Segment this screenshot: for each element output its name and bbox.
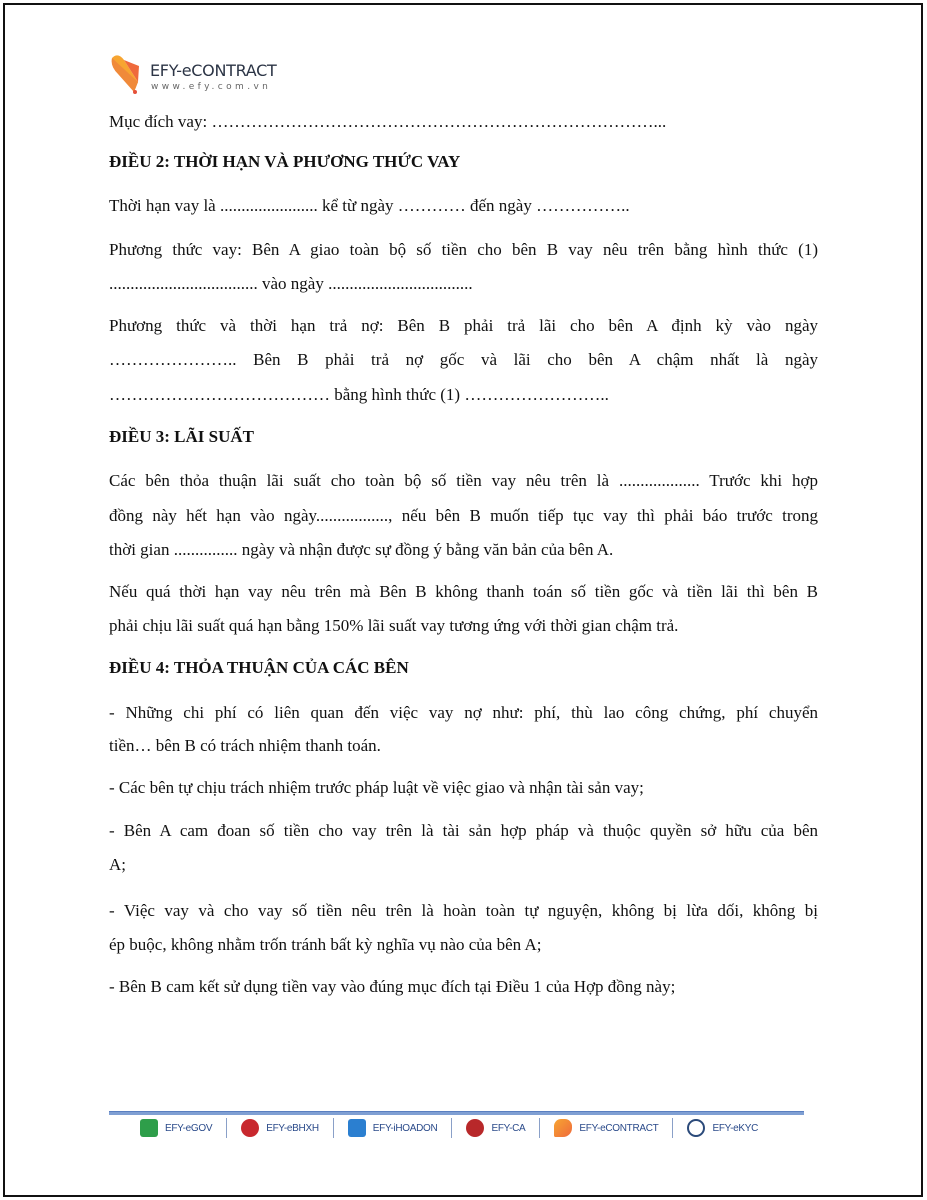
efy-econtract-logo: [108, 52, 308, 98]
pen-icon: [554, 1119, 572, 1137]
footer-divider: [109, 1111, 804, 1115]
agreement-item: tiền… bên B có trách nhiệm thanh toán.: [109, 736, 381, 755]
repayment-line: Phương thức và thời hạn trả nợ: Bên B phải trả lãi cho bên A định kỳ vào ngày: [109, 316, 818, 335]
footer-label: EFY-eGOV: [165, 1122, 213, 1134]
footer-label: EFY-eBHXH: [266, 1122, 319, 1134]
government-building-icon: [140, 1119, 158, 1137]
footer-item-ihoadon: [348, 1119, 438, 1137]
interest-line: Các bên thỏa thuận lãi suất cho toàn bộ số tiền vay nêu trên là ................... Trước khi hợp: [109, 471, 818, 490]
article-2-heading: ĐIỀU 2: THỜI HẠN VÀ PHƯƠNG THỨC VAY: [109, 152, 461, 171]
agreement-item: - Việc vay và cho vay số tiền nêu trên là hoàn toàn tự nguyện, không bị lừa dối, không bị: [109, 901, 818, 920]
loan-term: Thời hạn vay là ....................... kể từ ngày ………… đến ngày ……………..: [109, 196, 630, 215]
logo-pen-icon: [108, 52, 144, 98]
certificate-icon: [466, 1119, 484, 1137]
footer-label: EFY-eCONTRACT: [579, 1122, 659, 1134]
footer-separator: [333, 1118, 334, 1138]
overdue-line: Nếu quá thời hạn vay nêu trên mà Bên B không thanh toán số tiền gốc và tiền lãi thì bên B: [109, 582, 818, 601]
repayment-line: ………………………………… bằng hình thức (1) ……………………..: [109, 385, 609, 404]
footer-item-ekyc: [687, 1119, 758, 1137]
article-3-heading: ĐIỀU 3: LÃI SUẤT: [109, 427, 254, 446]
footer-brands: [140, 1118, 758, 1138]
agreement-item: ép buộc, không nhằm trốn tránh bất kỳ nghĩa vụ nào của bên A;: [109, 935, 542, 954]
agreement-item: - Bên B cam kết sử dụng tiền vay vào đúng mục đích tại Điều 1 của Hợp đồng này;: [109, 977, 676, 996]
article-4-heading: ĐIỀU 4: THỎA THUẬN CỦA CÁC BÊN: [109, 658, 409, 677]
footer-label: EFY-eKYC: [712, 1122, 759, 1134]
agreement-item: - Bên A cam đoan số tiền cho vay trên là tài sản hợp pháp và thuộc quyền sở hữu của bên: [109, 821, 818, 840]
agreement-item: A;: [109, 855, 126, 874]
footer-separator: [539, 1118, 540, 1138]
agreement-item: - Những chi phí có liên quan đến việc vay nợ như: phí, thù lao công chứng, phí chuyển: [109, 703, 818, 722]
loan-method-line: Phương thức vay: Bên A giao toàn bộ số tiền cho bên B vay nêu trên bằng hình thức (1): [109, 240, 818, 259]
loan-purpose: Mục đích vay: ……………………………………………………………………...: [109, 112, 667, 131]
footer-separator: [226, 1118, 227, 1138]
loan-method-line: ................................... vào ngày ..................................: [109, 274, 473, 293]
face-check-icon: [687, 1119, 705, 1137]
footer-separator: [451, 1118, 452, 1138]
agreement-item: - Các bên tự chịu trách nhiệm trước pháp luật về việc giao và nhận tài sản vay;: [109, 778, 644, 797]
overdue-line: phải chịu lãi suất quá hạn bằng 150% lãi suất vay tương ứng với thời gian chậm trả.: [109, 616, 679, 635]
invoice-icon: [348, 1119, 366, 1137]
footer-label: EFY-CA: [491, 1122, 526, 1134]
interest-line: thời gian ............... ngày và nhận được sự đồng ý bằng văn bản của bên A.: [109, 540, 614, 559]
logo-url: www.efy.com.vn: [151, 82, 272, 92]
repayment-line: ………………….. Bên B phải trả nợ gốc và lãi cho bên A chậm nhất là ngày: [109, 350, 818, 369]
interest-line: đồng này hết hạn vào ngày................., nếu bên B muốn tiếp tục vay thì phải báo trước trong: [109, 506, 818, 525]
logo-name: EFY-eCONTRACT: [150, 61, 277, 80]
efy-badge-icon: [241, 1119, 259, 1137]
footer-label: EFY-iHOADON: [372, 1122, 438, 1134]
footer-item-econtract: [554, 1119, 658, 1137]
footer-item-ca: [466, 1119, 525, 1137]
footer-separator: [672, 1118, 673, 1138]
footer-item-ebhxh: [241, 1119, 319, 1137]
footer-item-egov: [140, 1119, 212, 1137]
